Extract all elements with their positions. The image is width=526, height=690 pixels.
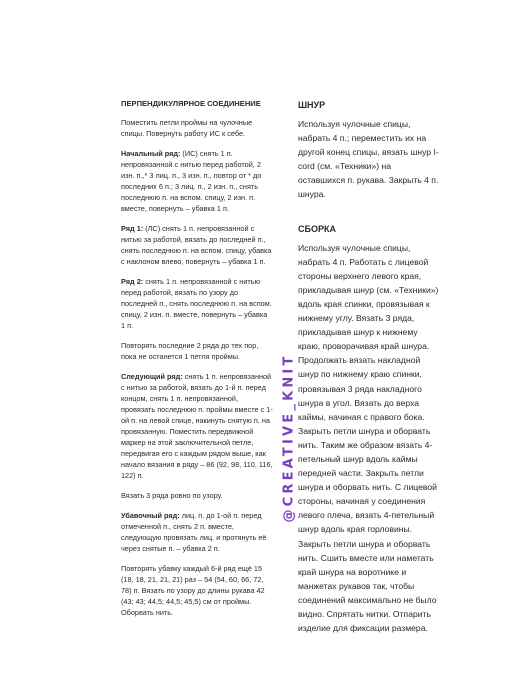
row-label: Убавочный ряд:	[121, 510, 180, 520]
paragraph-cord: Используя чулочные спицы, набрать 4 п.; переместить их на другой конец спицы, вязать шнур I-cord (см. «Техники») на оставшихся п. рукава. Закрыть 4 п. шнура.	[298, 119, 439, 200]
paragraph-intro: Поместить петли проймы на чулочные спицы. Повернуть работу ИС к себе.	[121, 117, 253, 138]
paragraph-decrease-row	[121, 510, 273, 554]
paragraph-next-row	[121, 371, 273, 481]
row-text: снять 1 п. непровязанной с нитью перед работой, вязать по узору до последней п., снять последнюю п. на вспом. спицу, 2 изн. п. вместе, повернуть – убавка 1 п.	[121, 276, 272, 330]
section-heading-perpendicular-join: ПЕРПЕНДИКУЛЯРНОЕ СОЕДИНЕНИЕ	[121, 99, 261, 108]
row-label: Ряд 1:	[121, 223, 144, 233]
paragraph-assembly: Используя чулочные спицы, набрать 4 п. Работать с лицевой стороны верхнего левого края, прикладывая шнур (см. «Техники») вдоль края спинки, провязывая к нижнему углу. Вязать 3 ряда, прикладывая шнур к нижнему краю, проворачивая край шнура. Продолжать вязать накладной шнур по нижнему краю спинки, провязывая 3 ряда накладного шнура в угол. Вязать до верха каймы, начиная с правого бока. Закрыть петли шнура и оборвать нить. Таким же образом вязать 4-петельный шнур вдоль каймы передней части. Закрыть петли шнура и оборвать нить. С лицевой стороны, начиная у соединения левого плеча, вязать 4-петельный шнур вдоль края горловины. Закрыть петли шнура и оборвать нить. Сшить вместе или наметать край шнура на воротнике и манжетах рукавов так, чтобы соединений максимально не было видно. Спрятать нитки. Отпарить изделие для фиксации размера.	[298, 242, 439, 634]
paragraph-start-row	[121, 148, 273, 214]
row-label: Следующий ряд:	[121, 371, 183, 381]
watermark-text: @CREATIVE_KNIT	[281, 353, 297, 523]
paragraph-row-1	[121, 223, 273, 267]
row-label: Начальный ряд:	[121, 148, 181, 158]
right-column	[298, 99, 440, 656]
section-heading-cord: ШНУР	[298, 100, 326, 110]
section-heading-assembly: СБОРКА	[298, 223, 336, 234]
paragraph-row-2	[121, 276, 273, 331]
paragraph-repeat: Повторять последние 2 ряда до тех пор, пока не останется 1 петля проймы.	[121, 340, 259, 361]
watermark	[281, 336, 297, 540]
row-text: (ИС) снять 1 п. непровязанной с нитью перед работой, 2 изн. п.,* 3 лиц. п., 3 изн. п., повтор от * до последних 6 п.; 3 лиц. п., 2 изн. п., снять последнюю п. на вспом. спицу, 2 изн. п. вместе, повернуть – убавка 1 п.	[121, 148, 262, 213]
row-label: Ряд 2:	[121, 276, 144, 286]
row-text: (ЛС) снять 1 п. непровязанной с нитью за работой, вязать до последней п., снять последнюю п. на вспом. спицу, убавка с наклоном влево, повернуть – убавка 1 п.	[121, 223, 272, 266]
left-column	[121, 99, 273, 627]
paragraph-knit-three-rows: Вязать 3 ряда ровно по узору.	[121, 490, 223, 500]
row-text: лиц. п. до 1-ой п. перед отмеченной п., снять 2 п. вместе, следующую провязать лиц. и протянуть её через снятые п. – убавка 2 п.	[121, 510, 267, 553]
paragraph-repeat-decrease: Повторять убавку каждый 6-й ряд ещё 15 (18, 18, 21, 21, 21) раз – 54 (54, 60, 66, 72, 78) п. Вязать по узору до длины рукава 42 (43; 43; 44,5; 44,5; 45,5) см от проймы. Оборвать нить.	[121, 563, 265, 617]
row-text: снять 1 п. непровязанной с нитью за работой, вязать до 1-й п. перед концом, снять 1 п. непровязанной, провязать последнюю п. проймы вместе с 1-ой п. на левой спице, накинуть снятую п. на провязанную. Поместить передвижной маркер на этой заключительной петле, передвигая его с каждым рядом выше, как начало вязания в ряду – 86 (92, 98, 110, 116, 122) п.	[121, 371, 273, 480]
